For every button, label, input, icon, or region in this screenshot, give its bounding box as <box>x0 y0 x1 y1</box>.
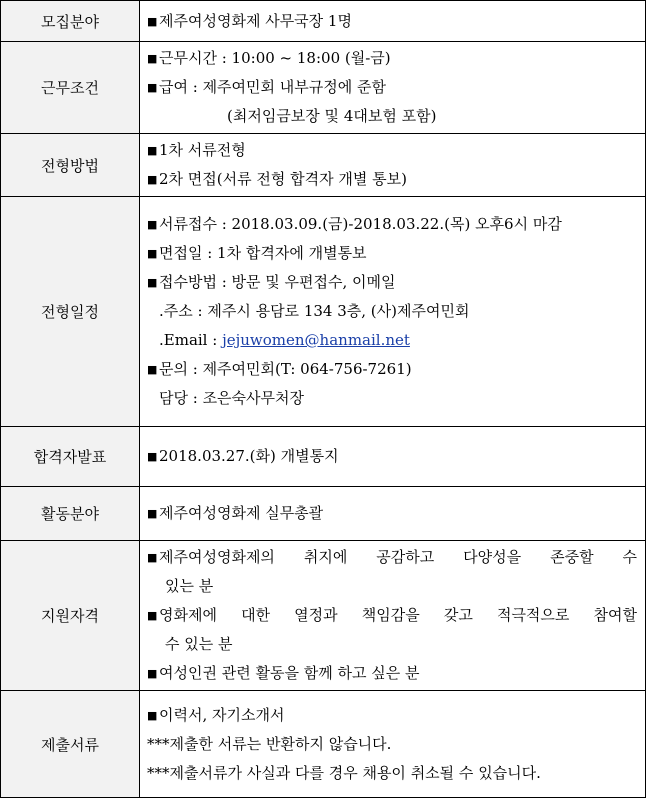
salary-note: (최저임금보장 및 4대보험 포함) <box>227 107 437 125</box>
content-activity <box>140 487 646 541</box>
bullet-icon: ■ <box>147 276 158 289</box>
content-announce <box>140 427 646 487</box>
header-activity: 활동분야 <box>1 487 140 541</box>
row-method <box>1 134 646 197</box>
work-hours: 근무시간 : 10:00 ~ 18:00 (월-금) <box>159 49 391 67</box>
qualification-2-cont: 수 있는 분 <box>165 635 233 653</box>
header-documents: 제출서류 <box>1 691 140 798</box>
announce-date: 2018.03.27.(화) 개별통지 <box>159 447 339 465</box>
bullet-icon: ■ <box>147 52 158 65</box>
header-schedule: 전형일정 <box>1 197 140 427</box>
header-announce: 합격자발표 <box>1 427 140 487</box>
content-field <box>140 1 646 42</box>
header-qualification: 지원자격 <box>1 541 140 691</box>
header-conditions: 근무조건 <box>1 42 140 134</box>
field-line: 제주여성영화제 사무국장 1명 <box>159 11 352 30</box>
content-schedule <box>140 197 646 427</box>
content-method <box>140 134 646 197</box>
bullet-icon: ■ <box>147 247 158 260</box>
application-period: 서류접수 : 2018.03.09.(금)-2018.03.22.(목) 오후6시 마감 <box>159 215 562 233</box>
email-line <box>147 326 637 355</box>
interview-date: 면접일 : 1차 합격자에 개별통보 <box>159 244 367 262</box>
bullet-icon: ■ <box>147 14 158 28</box>
content-qualification <box>140 541 646 691</box>
bullet-icon: ■ <box>147 218 158 231</box>
bullet-icon: ■ <box>147 363 158 376</box>
row-schedule <box>1 197 646 427</box>
row-documents <box>1 691 646 798</box>
content-conditions <box>140 42 646 134</box>
row-field <box>1 1 646 42</box>
bullet-icon: ■ <box>147 173 158 186</box>
qualification-2: 영화제에 대한 열정과 책임감을 갖고 적극적으로 참여할 <box>159 606 637 624</box>
qualification-1-cont: 있는 분 <box>165 577 214 595</box>
bullet-icon: ■ <box>147 667 158 680</box>
activity-line: 제주여성영화제 실무총괄 <box>159 504 324 522</box>
inquiry: 문의 : 제주여민회(T: 064-756-7261) <box>159 360 412 378</box>
bullet-icon: ■ <box>147 507 158 520</box>
bullet-icon: ■ <box>147 609 158 622</box>
row-qualification <box>1 541 646 691</box>
row-announce <box>1 427 646 487</box>
first-round: 1차 서류전형 <box>159 141 246 159</box>
documents-list: 이력서, 자기소개서 <box>159 705 285 724</box>
documents-note-1: ***제출한 서류는 반환하지 않습니다. <box>147 734 392 753</box>
bullet-icon: ■ <box>147 708 158 722</box>
salary: 급여 : 제주여민회 내부규정에 준함 <box>159 78 386 96</box>
row-activity <box>1 487 646 541</box>
second-round: 2차 면접(서류 전형 합격자 개별 통보) <box>159 170 407 188</box>
address: .주소 : 제주시 용담로 134 3층, (사)제주여민회 <box>159 302 470 320</box>
qualification-3: 여성인권 관련 활동을 함께 하고 싶은 분 <box>159 664 420 682</box>
email-link[interactable]: jejuwomen@hanmail.net <box>222 331 410 349</box>
bullet-icon: ■ <box>147 81 158 94</box>
contact-person: 담당 : 조은숙사무처장 <box>159 389 305 407</box>
submission-method: 접수방법 : 방문 및 우편접수, 이메일 <box>159 273 396 291</box>
documents-note-2: ***제출서류가 사실과 다를 경우 채용이 취소될 수 있습니다. <box>147 763 541 782</box>
bullet-icon: ■ <box>147 551 158 564</box>
bullet-icon: ■ <box>147 144 158 157</box>
bullet-icon: ■ <box>147 450 158 463</box>
header-field: 모집분야 <box>1 1 140 42</box>
qualification-1: 제주여성영화제의 취지에 공감하고 다양성을 존중할 수 <box>159 548 637 566</box>
row-conditions <box>1 42 646 134</box>
header-method: 전형방법 <box>1 134 140 197</box>
content-documents <box>140 691 646 798</box>
email-label: .Email : <box>159 331 223 349</box>
